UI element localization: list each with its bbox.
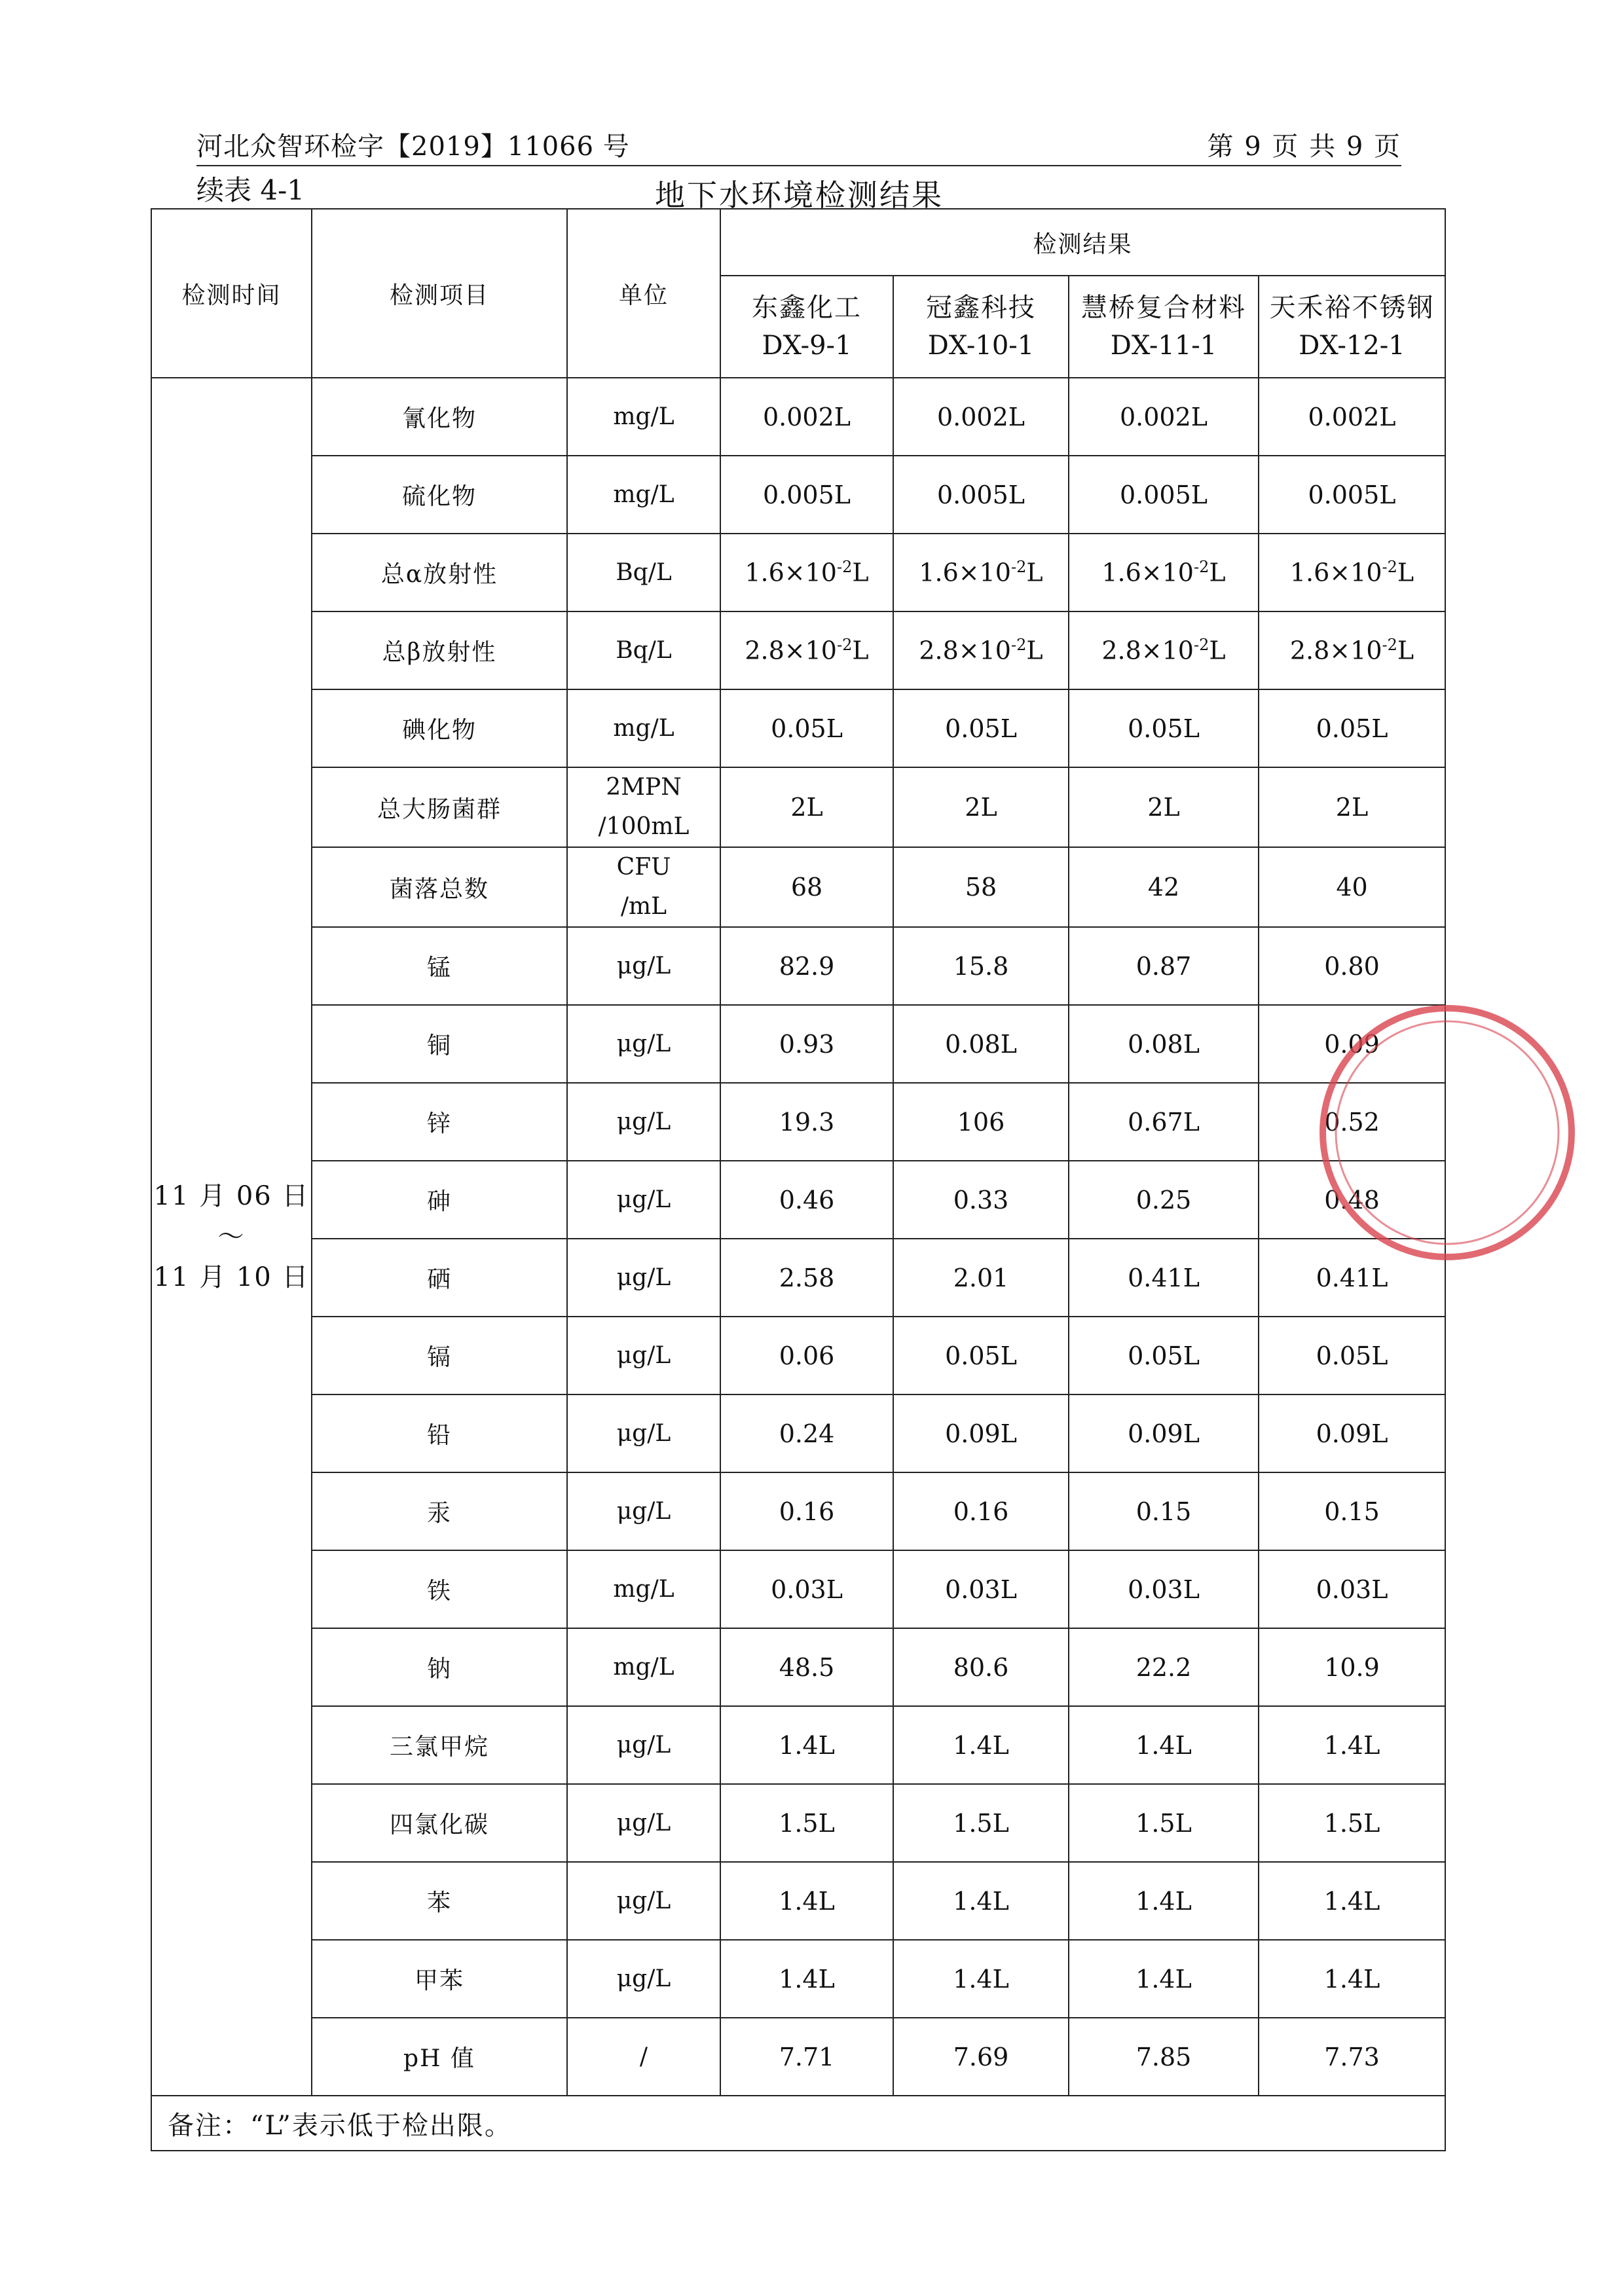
sample-name: 东鑫化工: [752, 293, 862, 323]
table-row: [151, 1317, 1445, 1394]
unit-cell: μg/L: [567, 1472, 720, 1550]
value-cell: $2.8\times 10^{-2}L$: [1069, 611, 1259, 689]
value-cell: 1.5L: [1069, 1784, 1259, 1862]
unit-cell: mg/L: [567, 689, 720, 767]
item-cell: 氰化物: [312, 378, 567, 456]
value-cell: 1.4L: [720, 1706, 893, 1784]
value-cell: 0.25: [1069, 1161, 1259, 1239]
value-cell: 1.4L: [720, 1940, 893, 2018]
table-row: [151, 1005, 1445, 1083]
unit-cell: CFU /mL: [567, 847, 720, 927]
value-cell: 1.4L: [1259, 1862, 1445, 1940]
value-cell: 80.6: [893, 1628, 1069, 1706]
unit-cell: Bq/L: [567, 611, 720, 689]
table-row: [151, 927, 1445, 1005]
table-row: [151, 1628, 1445, 1706]
table-note: 备注：“L”表示低于检出限。: [151, 2096, 1445, 2151]
value-cell: 48.5: [720, 1628, 893, 1706]
value-cell: 7.73: [1259, 2018, 1445, 2096]
sample-header: [1259, 276, 1445, 378]
value-cell: 106: [893, 1083, 1069, 1161]
value-cell: 1.4L: [1069, 1706, 1259, 1784]
value-cell: 0.16: [893, 1472, 1069, 1550]
item-cell: 铁: [312, 1550, 567, 1628]
unit-cell: Bq/L: [567, 534, 720, 611]
value-cell: $1.6\times 10^{-2}L$: [720, 534, 893, 611]
value-cell: 19.3: [720, 1083, 893, 1161]
value-cell: 0.03L: [1259, 1550, 1445, 1628]
unit-cell: μg/L: [567, 1394, 720, 1472]
item-cell: 总大肠菌群: [312, 767, 567, 847]
item-cell: 苯: [312, 1862, 567, 1940]
table-row: [151, 1394, 1445, 1472]
value-cell: 1.4L: [1069, 1940, 1259, 2018]
sample-code: DX-11-1: [1110, 331, 1217, 361]
value-cell: 0.005L: [893, 456, 1069, 534]
test-date-cell: [151, 378, 312, 2096]
value-cell: 0.08L: [1069, 1005, 1259, 1083]
header-rule: [196, 165, 1401, 166]
header-time: 检测时间: [151, 209, 312, 378]
value-cell: 2.58: [720, 1239, 893, 1317]
value-cell: 1.4L: [1069, 1862, 1259, 1940]
unit-cell: μg/L: [567, 1161, 720, 1239]
table-row: [151, 2018, 1445, 2096]
value-cell: 0.005L: [1259, 456, 1445, 534]
sample-header: [720, 276, 893, 378]
value-cell: 7.69: [893, 2018, 1069, 2096]
value-cell: 0.005L: [1069, 456, 1259, 534]
item-cell: 四氯化碳: [312, 1784, 567, 1862]
table-row: [151, 1161, 1445, 1239]
item-cell: 砷: [312, 1161, 567, 1239]
unit-cell: mg/L: [567, 1550, 720, 1628]
item-cell: 三氯甲烷: [312, 1706, 567, 1784]
item-cell: 镉: [312, 1317, 567, 1394]
sample-name: 慧桥复合材料: [1081, 293, 1246, 323]
unit-cell: μg/L: [567, 1784, 720, 1862]
value-cell: 0.06: [720, 1317, 893, 1394]
item-cell: 甲苯: [312, 1940, 567, 2018]
sample-header: [1069, 276, 1259, 378]
sample-name: 冠鑫科技: [926, 293, 1036, 323]
table-row: [151, 1550, 1445, 1628]
value-cell: 68: [720, 847, 893, 927]
value-cell: 1.4L: [893, 1862, 1069, 1940]
value-cell: 0.05L: [1069, 1317, 1259, 1394]
value-cell: 2L: [893, 767, 1069, 847]
item-cell: 铅: [312, 1394, 567, 1472]
unit-cell: mg/L: [567, 378, 720, 456]
value-cell: 0.46: [720, 1161, 893, 1239]
value-cell: 0.08L: [893, 1005, 1069, 1083]
value-cell: 7.71: [720, 2018, 893, 2096]
item-cell: 汞: [312, 1472, 567, 1550]
value-cell: 0.41L: [1069, 1239, 1259, 1317]
item-cell: 锌: [312, 1083, 567, 1161]
value-cell: 0.05L: [893, 1317, 1069, 1394]
unit-cell: μg/L: [567, 1862, 720, 1940]
table-row: [151, 1862, 1445, 1940]
value-cell: 0.002L: [893, 378, 1069, 456]
item-cell: 硫化物: [312, 456, 567, 534]
value-cell: 0.80: [1259, 927, 1445, 1005]
value-cell: 0.09: [1259, 1005, 1445, 1083]
sample-header: [893, 276, 1069, 378]
sample-code: DX-10-1: [927, 331, 1035, 361]
table-row: [151, 456, 1445, 534]
sample-code: DX-9-1: [762, 331, 852, 361]
value-cell: $1.6\times 10^{-2}L$: [893, 534, 1069, 611]
unit-cell: 2MPN /100mL: [567, 767, 720, 847]
unit-cell: μg/L: [567, 927, 720, 1005]
value-cell: $2.8\times 10^{-2}L$: [1259, 611, 1445, 689]
document-number: 河北众智环检字【2019】11066 号: [196, 132, 630, 162]
value-cell: 0.09L: [893, 1394, 1069, 1472]
value-cell: 2L: [720, 767, 893, 847]
item-cell: 锰: [312, 927, 567, 1005]
value-cell: $2.8\times 10^{-2}L$: [893, 611, 1069, 689]
value-cell: 22.2: [1069, 1628, 1259, 1706]
value-cell: 0.03L: [1069, 1550, 1259, 1628]
header-unit: 单位: [567, 209, 720, 378]
value-cell: 0.005L: [720, 456, 893, 534]
header-item: 检测项目: [312, 209, 567, 378]
value-cell: 0.41L: [1259, 1239, 1445, 1317]
unit-cell: mg/L: [567, 1628, 720, 1706]
table-row: [151, 611, 1445, 689]
item-cell: 钠: [312, 1628, 567, 1706]
value-cell: $1.6\times 10^{-2}L$: [1259, 534, 1445, 611]
value-cell: 0.05L: [1069, 689, 1259, 767]
value-cell: 1.5L: [893, 1784, 1069, 1862]
unit-cell: μg/L: [567, 1706, 720, 1784]
value-cell: 0.93: [720, 1005, 893, 1083]
table-row: [151, 767, 1445, 847]
value-cell: 0.03L: [893, 1550, 1069, 1628]
value-cell: 2.01: [893, 1239, 1069, 1317]
value-cell: 7.85: [1069, 2018, 1259, 2096]
sample-code: DX-12-1: [1299, 331, 1405, 361]
value-cell: 0.09L: [1259, 1394, 1445, 1472]
table-row: [151, 534, 1445, 611]
value-cell: 0.48: [1259, 1161, 1445, 1239]
date-end: 11 月 10 日: [153, 1262, 310, 1292]
item-cell: 铜: [312, 1005, 567, 1083]
value-cell: 0.05L: [1259, 689, 1445, 767]
unit-cell: μg/L: [567, 1083, 720, 1161]
value-cell: 0.002L: [1259, 378, 1445, 456]
value-cell: $1.6\times 10^{-2}L$: [1069, 534, 1259, 611]
item-cell: 总α放射性: [312, 534, 567, 611]
results-table-container: [151, 208, 1445, 2151]
item-cell: 菌落总数: [312, 847, 567, 927]
unit-cell: μg/L: [567, 1239, 720, 1317]
header-results: 检测结果: [720, 209, 1445, 276]
table-row: [151, 1706, 1445, 1784]
value-cell: 0.16: [720, 1472, 893, 1550]
table-row: [151, 1940, 1445, 2018]
table-row: [151, 1784, 1445, 1862]
value-cell: 0.52: [1259, 1083, 1445, 1161]
value-cell: 0.87: [1069, 927, 1259, 1005]
value-cell: 2L: [1069, 767, 1259, 847]
value-cell: 2L: [1259, 767, 1445, 847]
table-title: 地下水环境检测结果: [655, 177, 944, 213]
table-row: [151, 689, 1445, 767]
value-cell: 0.002L: [1069, 378, 1259, 456]
table-row: [151, 1083, 1445, 1161]
table-row: [151, 1472, 1445, 1550]
value-cell: 1.5L: [1259, 1784, 1445, 1862]
value-cell: 1.4L: [1259, 1706, 1445, 1784]
value-cell: 42: [1069, 847, 1259, 927]
unit-cell: μg/L: [567, 1317, 720, 1394]
results-table: [151, 208, 1446, 2151]
value-cell: 1.4L: [720, 1862, 893, 1940]
value-cell: 1.4L: [893, 1940, 1069, 2018]
value-cell: 10.9: [1259, 1628, 1445, 1706]
value-cell: 0.05L: [1259, 1317, 1445, 1394]
value-cell: 0.67L: [1069, 1083, 1259, 1161]
table-row: [151, 1239, 1445, 1317]
unit-cell: /: [567, 2018, 720, 2096]
value-cell: 0.33: [893, 1161, 1069, 1239]
page-indicator: 第 9 页 共 9 页: [1207, 132, 1401, 162]
unit-cell: mg/L: [567, 456, 720, 534]
table-row: [151, 847, 1445, 927]
date-start: 11 月 06 日: [153, 1181, 310, 1211]
value-cell: 0.03L: [720, 1550, 893, 1628]
item-cell: 总β放射性: [312, 611, 567, 689]
item-cell: pH 值: [312, 2018, 567, 2096]
table-row: [151, 378, 1445, 456]
unit-cell: μg/L: [567, 1005, 720, 1083]
date-separator: ～: [217, 1222, 246, 1252]
value-cell: 1.4L: [1259, 1940, 1445, 2018]
item-cell: 硒: [312, 1239, 567, 1317]
sample-name: 天禾裕不锈钢: [1269, 293, 1435, 323]
value-cell: 0.09L: [1069, 1394, 1259, 1472]
value-cell: 82.9: [720, 927, 893, 1005]
value-cell: 0.24: [720, 1394, 893, 1472]
value-cell: 0.15: [1069, 1472, 1259, 1550]
value-cell: 1.4L: [893, 1706, 1069, 1784]
value-cell: 40: [1259, 847, 1445, 927]
unit-cell: μg/L: [567, 1940, 720, 2018]
value-cell: 15.8: [893, 927, 1069, 1005]
value-cell: $2.8\times 10^{-2}L$: [720, 611, 893, 689]
value-cell: 1.5L: [720, 1784, 893, 1862]
item-cell: 碘化物: [312, 689, 567, 767]
table-label: 续表 4-1: [196, 174, 304, 206]
value-cell: 0.002L: [720, 378, 893, 456]
value-cell: 0.15: [1259, 1472, 1445, 1550]
value-cell: 58: [893, 847, 1069, 927]
value-cell: 0.05L: [720, 689, 893, 767]
value-cell: 0.05L: [893, 689, 1069, 767]
